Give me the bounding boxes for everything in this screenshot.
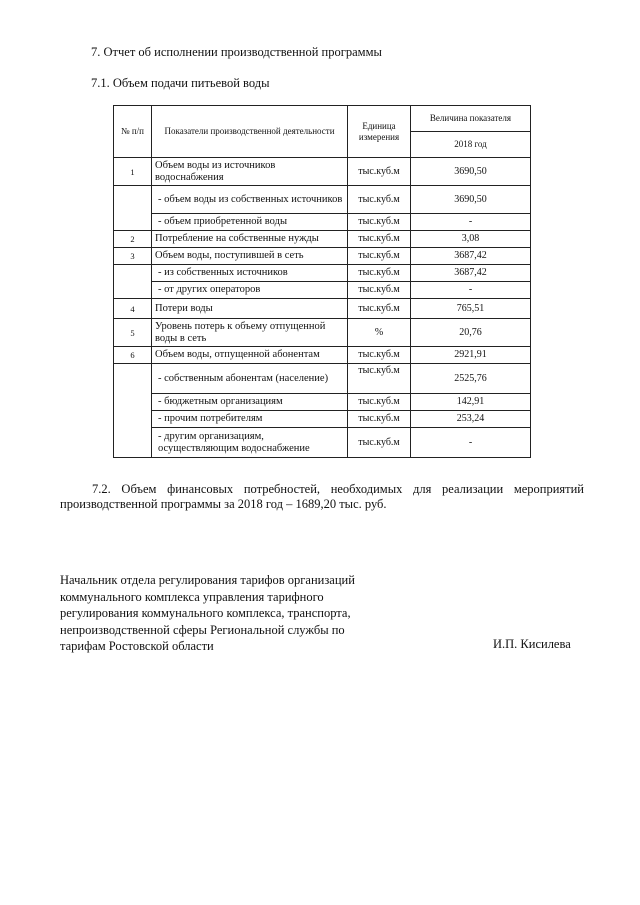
row-num: 5 (114, 319, 152, 347)
row-unit: тыс.куб.м (348, 394, 411, 411)
row-value: 3690,50 (411, 158, 531, 186)
row-value: 2525,76 (411, 364, 531, 394)
row-value: 3690,50 (411, 186, 531, 214)
row-name: Потери воды (152, 299, 348, 319)
row-num (114, 186, 152, 231)
row-value: 2921,91 (411, 347, 531, 364)
row-value: 142,91 (411, 394, 531, 411)
row-value: - (411, 282, 531, 299)
section-7-1-title: 7.1. Объем подачи питьевой воды (91, 76, 270, 90)
row-unit: тыс.куб.м (348, 158, 411, 186)
table-row (114, 186, 531, 214)
row-num: 4 (114, 299, 152, 319)
row-unit: тыс.куб.м (348, 428, 411, 458)
signatory-name: И.П. Кисилева (493, 637, 571, 651)
row-name: - собственным абонентам (население) (152, 364, 348, 394)
row-unit: тыс.куб.м (348, 248, 411, 265)
table-row (114, 214, 531, 231)
table-row (114, 411, 531, 428)
row-unit: тыс.куб.м (348, 186, 411, 214)
table-row (114, 347, 531, 364)
row-value: 3,08 (411, 231, 531, 248)
row-value: - (411, 428, 531, 458)
table-row (114, 248, 531, 265)
table-row (114, 265, 531, 282)
header-num: № п/п (114, 106, 152, 158)
row-name: Объем воды, поступившей в сеть (152, 248, 348, 265)
table-row (114, 299, 531, 319)
row-unit: тыс.куб.м (348, 231, 411, 248)
table-row (114, 158, 531, 186)
row-name: Объем воды, отпущенной абонентам (152, 347, 348, 364)
row-name: Потребление на собственные нужды (152, 231, 348, 248)
row-unit: тыс.куб.м (348, 411, 411, 428)
row-unit: тыс.куб.м (348, 299, 411, 319)
row-value: 765,51 (411, 299, 531, 319)
row-name: - объем приобретенной воды (152, 214, 348, 231)
row-name: - бюджетным организациям (152, 394, 348, 411)
row-value: 20,76 (411, 319, 531, 347)
header-value-group: Величина показателя (411, 106, 531, 132)
row-num (114, 265, 152, 299)
table-row (114, 394, 531, 411)
row-unit: % (348, 319, 411, 347)
water-supply-table (113, 105, 531, 458)
table-row (114, 364, 531, 394)
signatory-position: Начальник отдела регулирования тарифов организаций коммунального комплекса управления тарифного регулирования коммунального комплекса, транспорта, непроизводственной сферы Региональной службы по тарифам Ростовской области (60, 573, 355, 653)
row-unit: тыс.куб.м (348, 347, 411, 364)
row-num: 6 (114, 347, 152, 364)
row-name: Уровень потерь к объему отпущенной воды в сеть (152, 319, 348, 347)
row-unit: тыс.куб.м (348, 364, 411, 394)
row-unit: тыс.куб.м (348, 214, 411, 231)
row-name: Объем воды из источников водоснабжения (152, 158, 348, 186)
row-name: - из собственных источников (152, 265, 348, 282)
row-unit: тыс.куб.м (348, 265, 411, 282)
row-name: - другим организациям, осуществляющим водоснабжение (152, 428, 348, 458)
row-num: 1 (114, 158, 152, 186)
section-7-title: 7. Отчет об исполнении производственной программы (91, 45, 382, 59)
row-name: - от других операторов (152, 282, 348, 299)
section-7-2-paragraph: 7.2. Объем финансовых потребностей, необходимых для реализации мероприятий производственной программы за 2018 год – 1689,20 тыс. руб. (60, 482, 584, 511)
table-row (114, 231, 531, 248)
row-name: - прочим потребителям (152, 411, 348, 428)
header-year: 2018 год (411, 132, 531, 158)
row-num: 2 (114, 231, 152, 248)
row-value: 3687,42 (411, 248, 531, 265)
table-row (114, 282, 531, 299)
row-unit: тыс.куб.м (348, 282, 411, 299)
header-indicator: Показатели производственной деятельности (152, 106, 348, 158)
row-value: - (411, 214, 531, 231)
header-unit: Единица измерения (348, 106, 411, 158)
table-row (114, 319, 531, 347)
row-value: 3687,42 (411, 265, 531, 282)
row-num: 3 (114, 248, 152, 265)
row-value: 253,24 (411, 411, 531, 428)
row-name: - объем воды из собственных источников (152, 186, 348, 214)
row-num (114, 364, 152, 458)
table-row (114, 428, 531, 458)
